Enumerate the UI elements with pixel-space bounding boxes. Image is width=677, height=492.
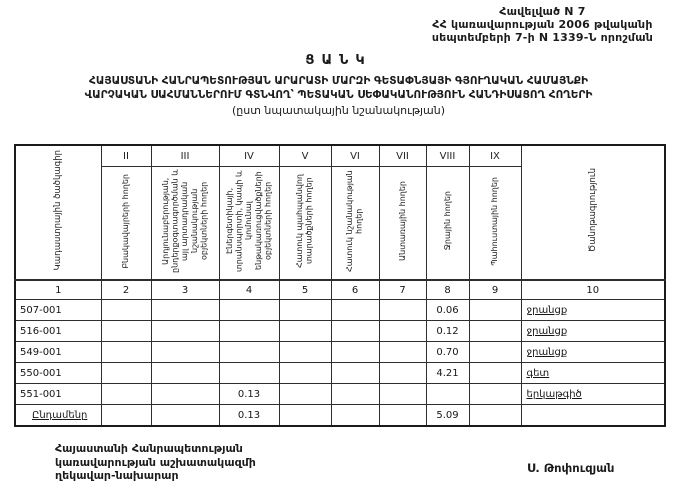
column-number-cell: 8 [426,280,469,300]
column-number-cell: 1 [15,280,101,300]
cadastral-code-label: Կադաստրային ծածկագիր [53,150,64,271]
roman-numeral-cell: VIII [426,145,469,167]
footer-line: կառավարության աշխատակազմի [55,455,256,469]
column-number-cell: 6 [331,280,379,300]
value-cell [331,342,379,363]
value-cell [379,405,426,427]
value-cell [101,300,151,321]
value-cell [469,300,521,321]
value-cell [426,384,469,405]
footer-block [0,442,677,492]
note-column-label: Ծանոթագրություն [587,168,598,253]
value-cell [101,384,151,405]
column-number-cell: 10 [521,280,665,300]
rotated-header-cell: Պահուստային հողեր [469,167,521,281]
value-cell [151,363,219,384]
land-table [14,144,666,427]
value-cell [469,384,521,405]
value-cell: 0.13 [219,384,279,405]
value-cell [151,321,219,342]
col-header-note [521,145,665,280]
value-cell [331,321,379,342]
appendix-block [432,5,653,44]
appendix-line: ՀՀ կառավարության 2006 թվականի [432,18,653,31]
value-cell [379,321,426,342]
note-cell: գետ [521,363,665,384]
value-cell [279,321,331,342]
value-cell [101,405,151,427]
rotated-header-cell: Էներգետիկայի, տրանսպորտի, կապի և կոմունալ ենթակառուցվածքների օբյեկտների հողեր [219,167,279,281]
value-cell [279,300,331,321]
table-row [15,321,665,342]
footer-line: Հայաստանի Հանրապետության [55,442,243,455]
code-cell: 549-001 [15,342,101,363]
roman-numeral-cell: VI [331,145,379,167]
value-cell [101,321,151,342]
signatory-title-block [55,442,256,483]
value-cell: 0.12 [426,321,469,342]
page-title: ՑԱՆԿ [305,53,372,68]
note-cell: ջրանցք [521,300,665,321]
rotated-header-cell: Անտառային հողեր [379,167,426,281]
signature-name: Ս. Թոփուզյան [527,461,615,475]
value-cell [219,342,279,363]
note-cell: երկաթգիծ [521,384,665,405]
roman-numeral-row [15,145,665,167]
table-row [15,363,665,384]
value-cell [279,405,331,427]
value-cell: 0.70 [426,342,469,363]
roman-numeral-cell: IX [469,145,521,167]
col-header-cadastral-code [15,145,101,280]
value-cell [469,405,521,427]
column-number-cell: 3 [151,280,219,300]
code-cell: 551-001 [15,384,101,405]
value-cell [469,342,521,363]
column-number-cell: 9 [469,280,521,300]
value-cell [379,300,426,321]
value-cell [219,300,279,321]
value-cell [469,321,521,342]
value-cell [151,384,219,405]
roman-numeral-cell: V [279,145,331,167]
subtitle-line: (ըստ նպատակային նշանակության) [231,104,446,117]
value-cell [151,300,219,321]
value-cell: 0.06 [426,300,469,321]
table-total-row [15,405,665,427]
code-cell: 516-001 [15,321,101,342]
value-cell [151,342,219,363]
rotated-header-cell: Արդյունաբերության, ընդերքօգտագործման և այլ արտադրական նշանակության օբյեկտների հողեր [151,167,219,281]
column-number-cell: 5 [279,280,331,300]
rotated-header-cell: Բնակավայրերի հողեր [101,167,151,281]
value-cell [219,321,279,342]
value-cell [331,363,379,384]
roman-numeral-cell: VII [379,145,426,167]
roman-numeral-cell: II [101,145,151,167]
roman-numeral-cell: IV [219,145,279,167]
footer-line: ղեկավար-նախարար [55,469,179,482]
code-cell: 550-001 [15,363,101,384]
value-cell [101,363,151,384]
total-label-cell: Ընդամենը [15,405,101,427]
value-cell: 4.21 [426,363,469,384]
code-cell: 507-001 [15,300,101,321]
table-row [15,300,665,321]
rotated-header-cell: Ջրային հողեր [426,167,469,281]
value-cell [379,384,426,405]
note-cell: ջրանցք [521,321,665,342]
subtitle-line: ՀԱՅԱՍՏԱՆԻ ՀԱՆՐԱՊԵՏՈՒԹՅԱՆ ԱՐԱՐԱՏԻ ՄԱՐԶԻ ԳԵՏԱՓՆՅԱՅԻ ԳՅՈՒՂԱԿԱՆ ՀԱՄԱՅՆՔԻ [88,75,588,87]
appendix-line: Հավելված N 7 [499,5,586,18]
value-cell [279,342,331,363]
value-cell [331,384,379,405]
table-row [15,384,665,405]
value-cell [331,300,379,321]
column-number-cell: 2 [101,280,151,300]
rotated-header-cell: Հատուկ պահպանվող տարածքների հողեր [279,167,331,281]
value-cell [279,384,331,405]
value-cell [219,363,279,384]
value-cell [101,342,151,363]
column-number-cell: 4 [219,280,279,300]
value-cell [331,405,379,427]
column-number-row [15,280,665,300]
value-cell [379,363,426,384]
value-cell [279,363,331,384]
value-cell: 5.09 [426,405,469,427]
note-cell [521,405,665,427]
subtitle-line: ՎԱՐՉԱԿԱՆ ՍԱՀՄԱՆՆԵՐՈՒՄ ԳՏՆՎՈՂ՝ ՊԵՏԱԿԱՆ ՍԵՓԱԿԱՆՈՒԹՅՈՒՆ ՀԱՆԴԻՍԱՑՈՂ ՀՈՂԵՐԻ [84,89,593,101]
value-cell [151,405,219,427]
value-cell [379,342,426,363]
roman-numeral-cell: III [151,145,219,167]
column-number-cell: 7 [379,280,426,300]
table-row [15,342,665,363]
value-cell: 0.13 [219,405,279,427]
note-cell: ջրանցք [521,342,665,363]
rotated-header-cell: Հատուկ նշանակության հողեր [331,167,379,281]
value-cell [469,363,521,384]
appendix-line: սեպտեմբերի 7-ի N 1339-Ն որոշման [431,31,653,44]
